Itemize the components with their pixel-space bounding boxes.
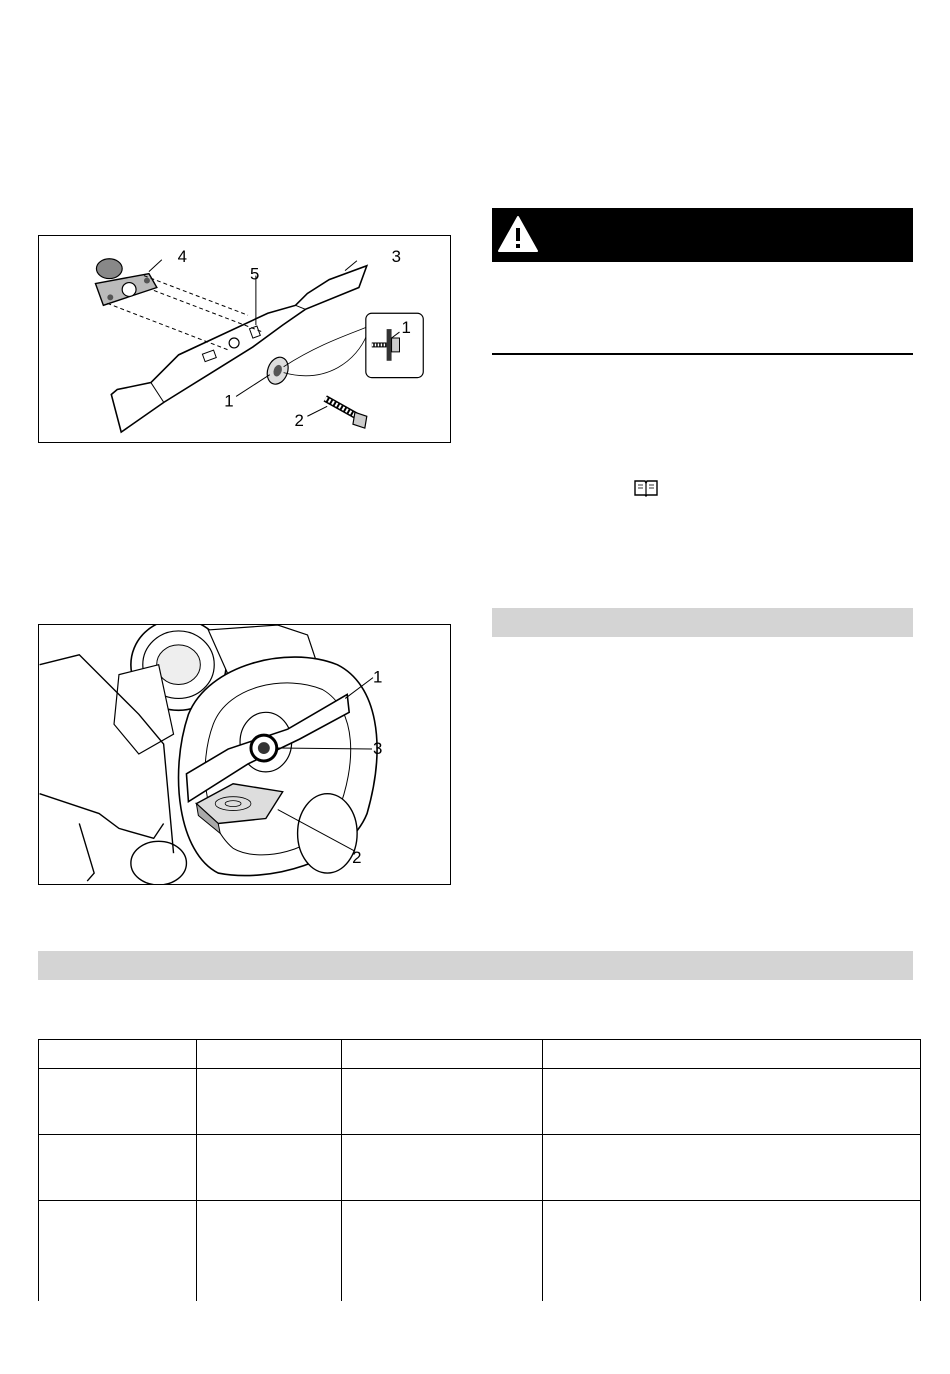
callout-3: 3 bbox=[391, 246, 401, 266]
blade-bolt bbox=[251, 735, 277, 761]
callout-1-inset: 1 bbox=[401, 318, 411, 338]
blade-bolt bbox=[325, 398, 367, 428]
warning-triangle-icon bbox=[497, 215, 539, 253]
callout-5: 5 bbox=[249, 264, 260, 284]
table-cell bbox=[39, 1135, 197, 1201]
table-row bbox=[39, 1201, 921, 1301]
table-cell bbox=[342, 1201, 543, 1301]
mower-blade bbox=[111, 266, 367, 432]
table-cell bbox=[197, 1069, 342, 1135]
mower-underside-figure bbox=[38, 624, 451, 885]
mower-underside-drawing bbox=[39, 625, 450, 884]
section-heading-band-right bbox=[492, 608, 913, 637]
table-cell bbox=[342, 1135, 543, 1201]
open-book-icon bbox=[634, 479, 658, 497]
table-header-cell bbox=[342, 1040, 543, 1069]
callout-2: 2 bbox=[352, 848, 362, 868]
blade-washer bbox=[264, 354, 292, 387]
table-cell bbox=[543, 1201, 921, 1301]
table-header-cell bbox=[197, 1040, 342, 1069]
callout-4: 4 bbox=[177, 246, 188, 266]
callout-2: 2 bbox=[294, 411, 304, 431]
table-cell bbox=[197, 1135, 342, 1201]
table-cell bbox=[342, 1069, 543, 1135]
table-cell bbox=[39, 1069, 197, 1135]
callout-3: 3 bbox=[373, 739, 383, 759]
table-cell bbox=[543, 1069, 921, 1135]
warning-header bbox=[492, 208, 913, 262]
section-heading-band-full bbox=[38, 951, 913, 980]
callout-1: 1 bbox=[373, 667, 383, 687]
table-row bbox=[39, 1069, 921, 1135]
blade-assembly-figure bbox=[38, 235, 451, 443]
table-cell bbox=[543, 1135, 921, 1201]
table-row bbox=[39, 1135, 921, 1201]
callout-1: 1 bbox=[224, 391, 234, 411]
table-header-cell bbox=[39, 1040, 197, 1069]
data-table bbox=[38, 1039, 921, 1301]
table-header-row bbox=[39, 1040, 921, 1069]
blade-adapter bbox=[95, 259, 156, 306]
table-cell bbox=[197, 1201, 342, 1301]
table-cell bbox=[39, 1201, 197, 1301]
section-divider bbox=[492, 353, 913, 355]
table-header-cell bbox=[543, 1040, 921, 1069]
blade-assembly-drawing bbox=[39, 236, 450, 442]
